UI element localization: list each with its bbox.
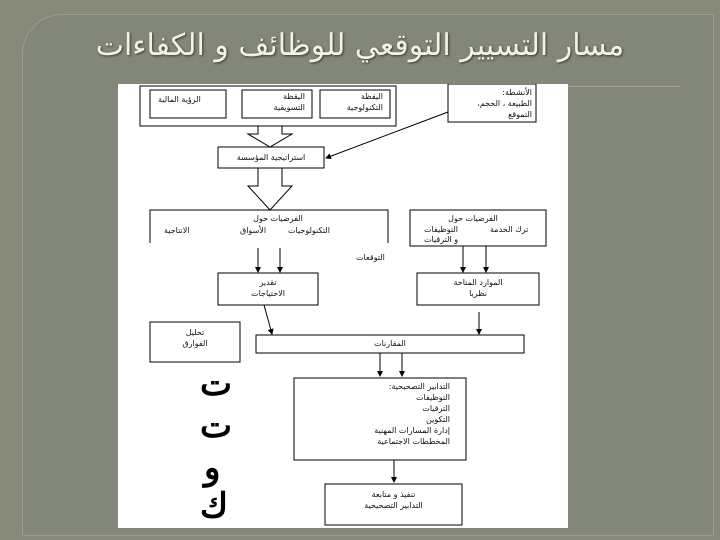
label-hyp-markets: الأسواق <box>240 226 267 235</box>
text-line: الاحتياجات <box>251 289 285 298</box>
text-line: التموقع <box>508 110 532 119</box>
text-line: التدابير التصحيحية: <box>388 382 450 391</box>
label-strategy: استراتيجية المؤسسة <box>236 153 306 162</box>
side-letter: ت <box>200 406 233 446</box>
label-hr-hiring: التوظيفات <box>424 225 459 234</box>
text-line: الأنشطة: <box>502 88 532 97</box>
label-corrective <box>374 381 450 447</box>
label-hyp-tech: التكنولوجيات <box>288 226 330 235</box>
label-financial-vision: الرؤية المالية <box>158 95 201 104</box>
text-line: الطبيعة ، الحجم، <box>477 99 532 108</box>
hollow-arrow-2 <box>248 168 292 210</box>
side-letter: ت <box>200 364 233 404</box>
diagram-connectors <box>118 84 568 528</box>
text-line: الترقيات <box>422 404 450 413</box>
label-hyp-productivity: الانتاجية <box>164 226 190 235</box>
text-line: الفوارق <box>182 339 208 348</box>
text-line: نظريا <box>469 289 487 298</box>
text-line: المخططات الاجتماعية <box>377 437 450 446</box>
label-hr-leaving: ترك الخدمة <box>490 225 529 234</box>
text-line: التوظيفات <box>415 393 450 402</box>
text-line: تقدير <box>259 278 277 287</box>
text-line: تحليل <box>185 328 205 337</box>
label-forecasts: التوقعات <box>356 253 385 262</box>
label-marketing-watch <box>274 91 305 113</box>
label-hypotheses-title: الفرضيات حول <box>253 214 303 223</box>
label-execution <box>325 489 462 511</box>
arrow-activities-strategy <box>326 112 448 158</box>
text-line: إدارة المسارات المهنية <box>374 426 450 435</box>
text-line: الموارد المتاحة <box>453 278 503 287</box>
text-line: التكوين <box>426 415 450 424</box>
text-line: تنفيذ و متابعة <box>371 490 416 499</box>
diagram-image <box>118 84 568 528</box>
text-line: التسويقية <box>273 103 305 112</box>
text-line: اليقظة <box>283 92 305 101</box>
label-tech-watch <box>347 91 383 113</box>
label-hr-hypotheses-title: الفرضيات حول <box>448 214 498 223</box>
label-comparisons: المقارنات <box>374 339 406 348</box>
label-needs <box>218 277 318 299</box>
label-hr-promotions: و الترقيات <box>424 235 459 244</box>
hollow-arrow-1 <box>248 126 292 147</box>
text-line: التدابير التصحيحية <box>364 501 423 510</box>
side-letter: و <box>204 448 221 488</box>
side-letter: ك <box>200 486 229 526</box>
text-line: التكنولوجية <box>346 103 383 112</box>
slide-title: مسار التسيير التوقعي للوظائف و الكفاءات <box>95 28 625 63</box>
label-activities <box>477 87 532 120</box>
text-line: اليقظة <box>361 92 383 101</box>
label-gap-analysis <box>150 327 240 349</box>
label-resources <box>417 277 539 299</box>
